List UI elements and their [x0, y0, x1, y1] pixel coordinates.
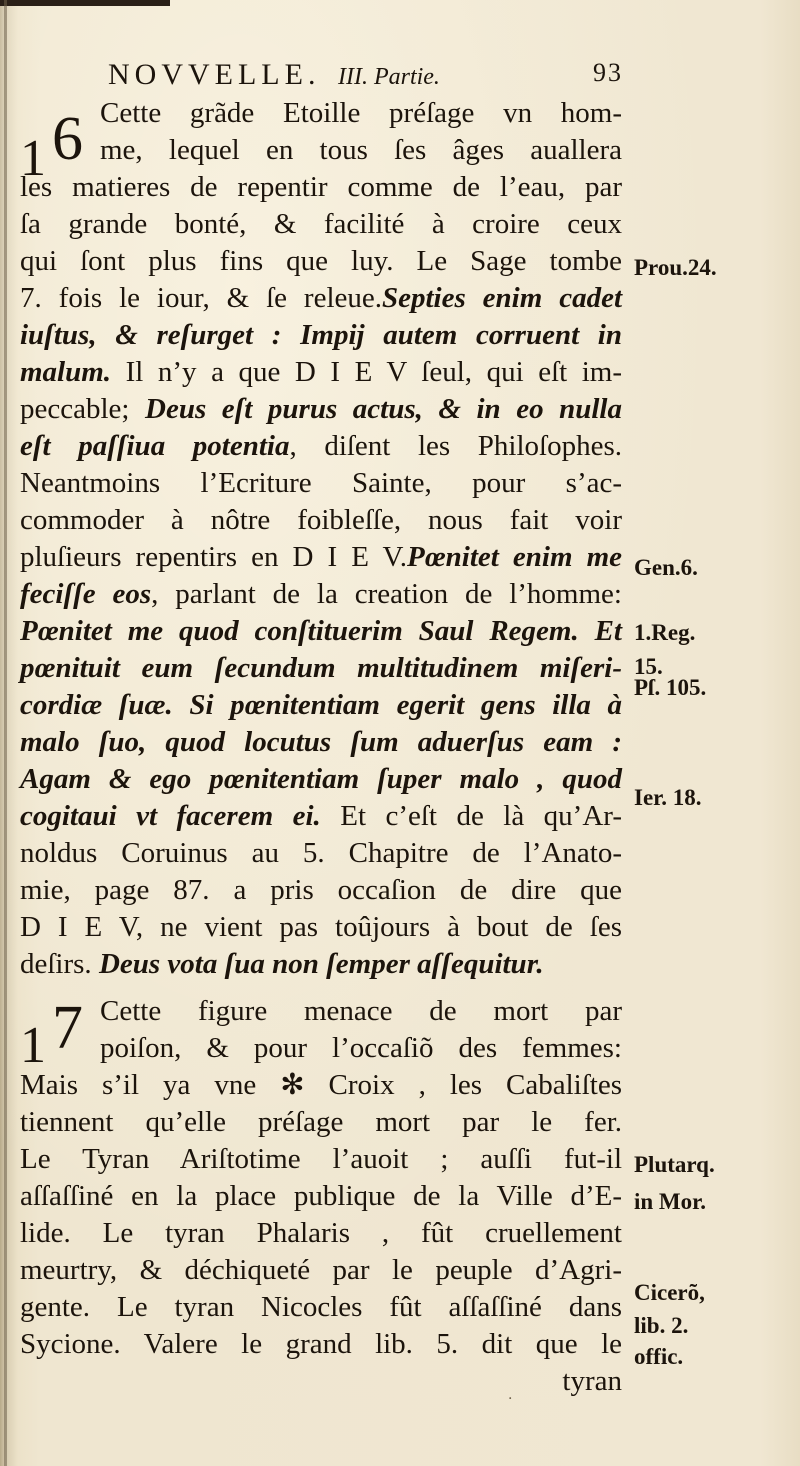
- text-run: commoder à nôtre foibleſſe, nous fait voir: [20, 504, 622, 536]
- text-line: [100, 993, 622, 1029]
- running-title: NOVVELLE.: [108, 58, 321, 91]
- part-label: III. Partie.: [337, 64, 440, 90]
- text-run: tiennent qu’elle préſage mort par le fer.: [20, 1106, 622, 1138]
- text-line: [20, 465, 622, 501]
- text-run: me, lequel en tous ſes âges auallera: [100, 134, 622, 166]
- latin-quote: Agam & ego pœnitentiam ſuper malo , quod: [20, 763, 622, 795]
- text-line: [20, 317, 622, 353]
- text-line: [20, 687, 622, 723]
- text-line: [20, 539, 622, 575]
- text-run: Cette grãde Etoille préſage vn hom-: [100, 97, 622, 129]
- latin-quote: malum.: [20, 356, 112, 388]
- text-run: Sycione. Valere le grand lib. 5. dit que le: [20, 1328, 622, 1360]
- text-run: , diſent les Philoſophes.: [289, 430, 622, 462]
- top-edge-mark: [0, 0, 170, 6]
- text-run: , parlant de la creation de l’homme:: [151, 578, 622, 610]
- text-run: Le Tyran Ariſtotime l’auoit ; auſſi fut-il: [20, 1143, 622, 1175]
- text-run: noldus Coruinus au 5. Chapitre de l’Anato-: [20, 837, 622, 869]
- text-line: [20, 391, 622, 427]
- text-line: [20, 206, 622, 242]
- text-run: poiſon, & pour l’occaſiõ des femmes:: [100, 1032, 622, 1064]
- margin-note: Pſ. 105.: [634, 675, 707, 700]
- latin-quote: cogitaui vt facerem ei.: [20, 800, 321, 832]
- margin-note: Gen.6.: [634, 555, 698, 580]
- latin-quote: feciſſe eos: [20, 578, 152, 610]
- latin-quote: malo ſuo, quod locutus ſum aduerſus eam :: [20, 726, 622, 758]
- text-run: mie, page 87. a pris occaſion de dire que: [20, 874, 622, 906]
- latin-quote: Septies enim cadet: [382, 282, 623, 314]
- text-line: [20, 1104, 622, 1140]
- text-run: Neantmoins l’Ecriture Sainte, pour s’ac-: [20, 467, 622, 499]
- latin-quote: cordiæ ſuæ. Si pœnitentiam egerit gens illa à: [20, 689, 622, 721]
- text-line: [20, 909, 622, 945]
- margin-note: 15.: [634, 654, 663, 679]
- text-line: [20, 354, 622, 390]
- text-line: [20, 1363, 622, 1407]
- text-line: [20, 502, 622, 538]
- text-line: [20, 650, 622, 686]
- latin-quote: Deus eſt purus actus, & in eo nulla: [145, 393, 622, 425]
- text-run: meurtry, & déchiqueté par le peuple d’Agri-: [20, 1254, 622, 1286]
- page-number: 93: [593, 58, 623, 87]
- text-run: Cette figure menace de mort par: [100, 995, 622, 1027]
- text-line: [20, 1067, 622, 1103]
- text-line: [20, 1252, 622, 1288]
- page-gutter-edge: [4, 0, 7, 1466]
- running-header: [108, 58, 628, 98]
- margin-note: in Mor.: [634, 1189, 706, 1214]
- latin-quote: pœnituit eum ſecundum multitudinem miſeri-: [20, 652, 622, 684]
- section-number-16: 16: [20, 105, 83, 187]
- latin-quote: Deus vota ſua non ſemper aſſequitur.: [98, 948, 544, 980]
- text-line: [100, 1030, 622, 1066]
- text-line: [20, 169, 622, 205]
- margin-note: Prou.24.: [634, 255, 717, 280]
- text-run: tyran: [562, 1365, 622, 1397]
- text-run: D I E V, ne vient pas toûjours à bout de ſes: [20, 911, 622, 943]
- text-line: [20, 835, 622, 871]
- latin-quote: iuſtus, & reſurget : Impij autem corruent in: [20, 319, 622, 351]
- latin-quote: Pœnitet enim me: [406, 541, 622, 573]
- text-line: [20, 1289, 622, 1325]
- text-line: [20, 1178, 622, 1214]
- text-run: qui ſont plus fins que luy. Le Sage tombe: [20, 245, 622, 277]
- text-run: Et c’eſt de là qu’Ar-: [320, 800, 622, 832]
- margin-note: offic.: [634, 1344, 684, 1369]
- latin-quote: eſt paſſiua potentia: [20, 430, 290, 462]
- text-line: [20, 798, 622, 834]
- margin-note: lib. 2.: [634, 1313, 689, 1338]
- text-line: [20, 1215, 622, 1251]
- latin-quote: Pœnitet me quod conſtituerim Saul Regem. Et: [20, 615, 622, 647]
- text-run: aſſaſſiné en la place publique de la Ville d’E-: [20, 1180, 622, 1212]
- text-line: [20, 872, 622, 908]
- text-run: les matieres de repentir comme de l’eau, par: [20, 171, 622, 203]
- text-line: [20, 1326, 622, 1362]
- text-line: [20, 1141, 622, 1177]
- text-line: [20, 280, 622, 316]
- margin-note: 1.Reg.: [634, 620, 696, 645]
- text-line: [20, 946, 622, 982]
- text-run: 7. fois le iour, & ſe releue.: [20, 282, 382, 314]
- margin-note: Ier. 18.: [634, 785, 702, 810]
- text-run: Il n’y a que D I E V ſeul, qui eſt im-: [111, 356, 622, 388]
- margin-note: Cicerõ,: [634, 1280, 705, 1305]
- ink-speck: ·: [508, 1391, 513, 1407]
- text-run: pluſieurs repentirs en D I E V.: [20, 541, 407, 573]
- text-run: ſa grande bonté, & facilité à croire ceux: [20, 208, 622, 240]
- text-line: [100, 132, 622, 168]
- section-number-17: 17: [20, 994, 83, 1074]
- text-line: [20, 428, 622, 464]
- text-line: [20, 243, 622, 279]
- text-line: [100, 95, 622, 131]
- margin-note: Plutarq.: [634, 1152, 715, 1177]
- text-run: gente. Le tyran Nicocles fût aſſaſſiné dans: [20, 1291, 622, 1323]
- text-run: lide. Le tyran Phalaris , fût cruellement: [20, 1217, 622, 1249]
- text-line: [20, 576, 622, 612]
- text-line: [20, 724, 622, 760]
- text-run: peccable;: [20, 393, 146, 425]
- text-line: [20, 613, 622, 649]
- text-run: Mais s’il ya vne ✻ Croix , les Cabaliſtes: [20, 1069, 622, 1101]
- text-line: [20, 761, 622, 797]
- text-run: deſirs.: [20, 948, 99, 980]
